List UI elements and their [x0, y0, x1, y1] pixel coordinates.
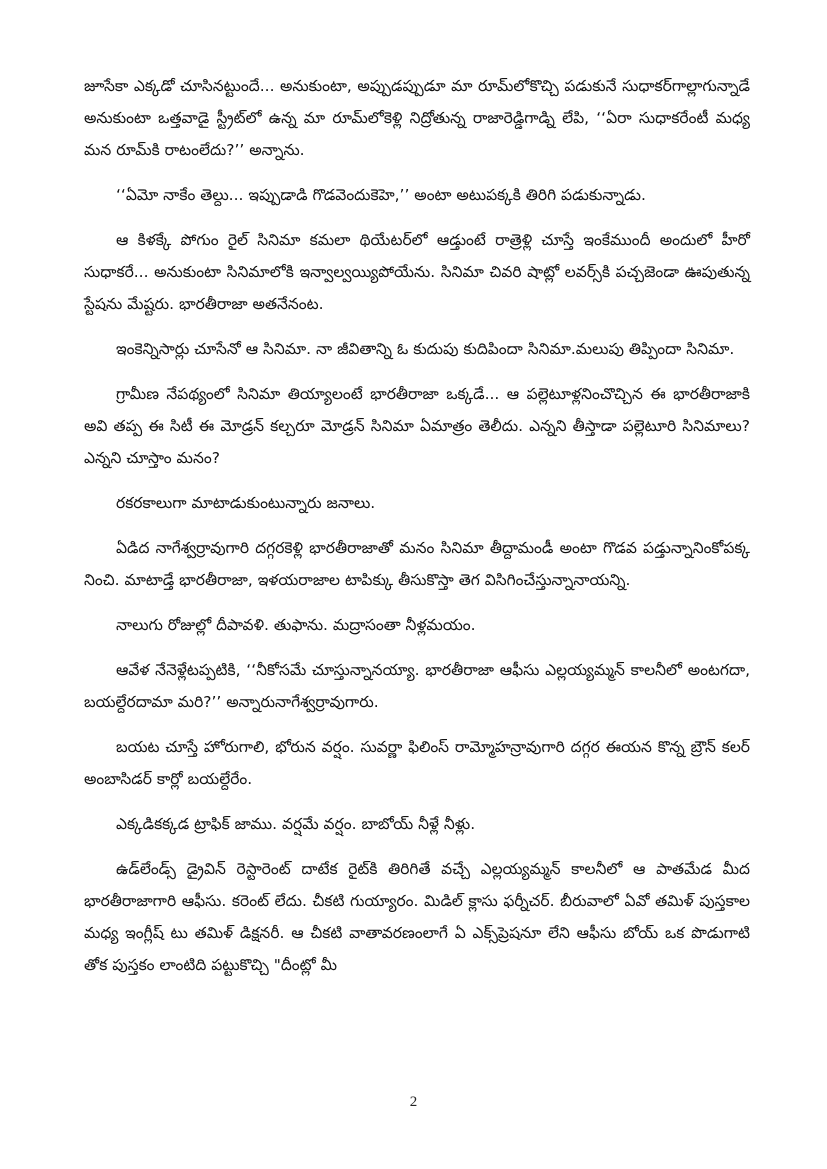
paragraph: ఇంకెన్నిసార్లు చూసేనో ఆ సినిమా. నా జీవితాన్ని ఓ కుదుపు కుదిపిందా సినిమా.మలుపు తిప్పిందా సినిమా. — [116, 340, 735, 358]
paragraph: నాలుగు రోజుల్లో దీపావళి. తుఫాను. మద్రాసంతా నీళ్లమయం. — [116, 616, 476, 634]
paragraph: జూసేకా ఎక్కడో చూసినట్టుందే... అనుకుంటా, అప్పుడప్పుడూ మా రూమ్‌లోకొచ్చి పడుకునే సుధాకర్‌గాల్లాగున్నాడే అనుకుంటా ఒత్తవాడై స్ట్రీట్‌లో ఉన్న మా రూమ్‌లోకెళ్లి నిద్రోతున్న రాజారెడ్డిగాడ్ని లేపి, ‘‘ఏరా సుధాకరేంటీ మధ్య మన రూమ్‌కి రాటంలేదు?’’ అన్నాను. — [84, 77, 750, 159]
document-page — [84, 70, 750, 994]
paragraph: ‘‘ఏమో నాకేం తెల్దు... ఇప్పుడాడి గొడవెందుకెహె,’’ అంటా అటుపక్కకి తిరిగి పడుకున్నాడు. — [116, 186, 646, 204]
paragraph: ఆవేళ నేనెళ్లేటప్పటికి, ‘‘నీకోసమే చూస్తున్నానయ్యా. భారతీరాజా ఆఫీసు ఎల్లయ్యమ్మన్ కాలనీలో అంటగదా, బయల్దేరదామా మరి?’’ అన్నారునాగేశ్వర్రావుగారు. — [84, 661, 750, 711]
paragraph: ఏడిద నాగేశ్వర్రావుగారి దగ్గరకెళ్లి భారతీరాజాతో మనం సినిమా తీద్దామండీ అంటా గొడవ పడ్తున్నానింకోపక్క నించి. మాటాడ్తే భారతీరాజా, ఇళయరాజాల టాపిక్కు తీసుకొస్తా తెగ విసిగించేస్తున్నానాయన్ని. — [84, 539, 750, 589]
paragraph: ఆ కిళక్కే పోగుం రైల్ సినిమా కమలా థియేటర్‌లో ఆడ్తుంటే రాత్రెళ్లి చూస్తే ఇంకేముందీ అందులో హీరో సుధాకరే... అనుకుంటా సినిమాలోకి ఇన్వాల్వయ్యిపోయేను. సినిమా చివరి షాట్లో లవర్స్‌కి పచ్చజెండా ఊపుతున్న స్టేషను మేష్టరు. భారతీరాజా అతనేనంట. — [84, 231, 750, 313]
paragraph: గ్రామీణ నేపథ్యంలో సినిమా తియ్యాలంటే భారతీరాజా ఒక్కడే... ఆ పల్లెటూళ్లనించొచ్చిన ఈ భారతీరాజాకి అవి తప్ప ఈ సిటీ ఈ మోడ్రన్ కల్చరూ మోడ్రన్ సినిమా ఏమాత్రం తెలీదు. ఎన్నని తీస్తాడా పల్లెటూరి సినిమాలు? ఎన్నని చూస్తాం మనం? — [84, 385, 750, 467]
paragraph: ఎక్కడికక్కడ ట్రాఫిక్ జాము. వర్షమే వర్షం. బాబోయ్ నీళ్లే నీళ్లు. — [116, 815, 476, 833]
paragraph: రకరకాలుగా మాటాడుకుంటున్నారు జనాలు. — [116, 494, 376, 512]
page-number: 2 — [409, 1094, 418, 1110]
paragraph: బయట చూస్తే హోరుగాలి, భోరున వర్షం. సువర్ణా ఫిలింస్ రామ్మోహన్రావుగారి దగ్గర ఈయన కొన్న బ్రౌన్ కలర్ అంబాసిడర్ కార్లో బయల్దేరేం. — [84, 738, 750, 788]
paragraph: ఉడ్‌లేండ్స్ డ్రైవిన్ రెస్టారెంట్ దాటేక రైట్‌కి తిరిగితే వచ్చే ఎల్లయ్యమ్మన్ కాలనీలో ఆ పాతమేడ మీద భారతీరాజాగారి ఆఫీసు. కరెంట్ లేదు. చీకటి గుయ్యారం. మిడిల్ క్లాసు ఫర్నీచర్. బీరువాలో ఏవో తమిళ్ పుస్తకాల మధ్య ఇంగ్లీష్ టు తమిళ్ డిక్షనరీ. ఆ చీకటి వాతావరణంలాగే ఏ ఎక్స్‌ప్రెషనూ లేని ఆఫీసు బోయ్ ఒక పొడుగాటి తోక పుస్తకం లాంటిది పట్టుకొచ్చి "దీంట్లో మీ — [84, 860, 750, 974]
